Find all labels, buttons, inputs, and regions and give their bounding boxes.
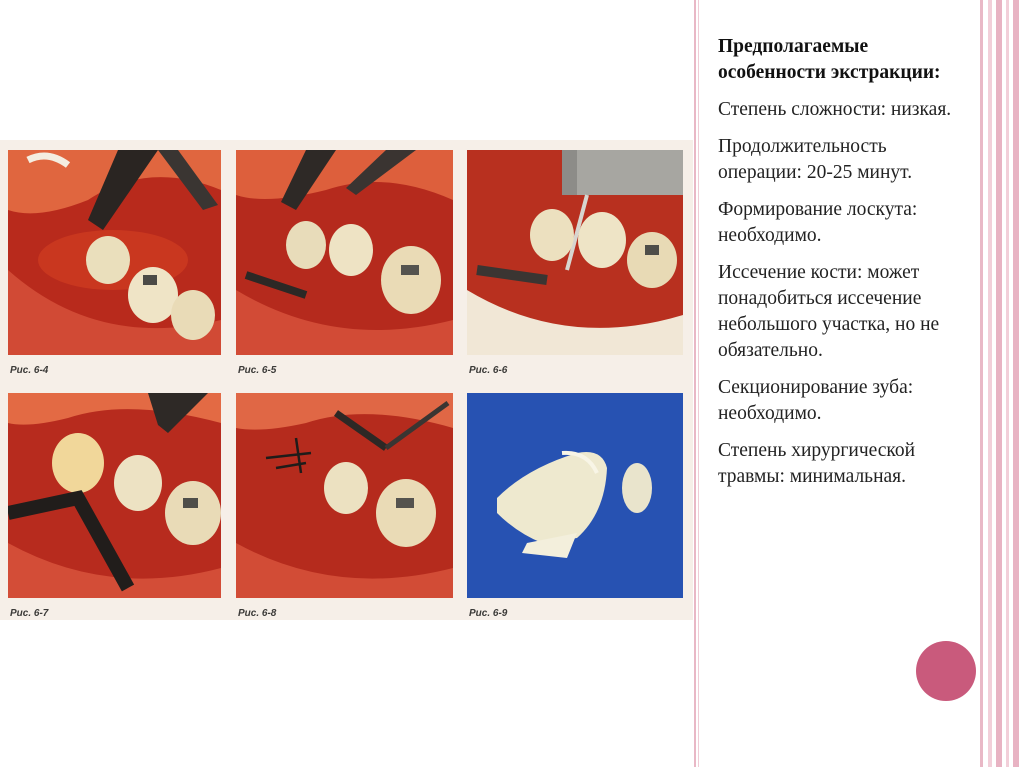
photo-figure (0, 140, 693, 620)
left-divider-line (694, 0, 696, 767)
paragraph-difficulty: Степень сложности: низкая. (718, 99, 952, 120)
right-stripe-2 (988, 0, 992, 767)
accent-circle (916, 641, 976, 701)
paragraph-flap: Формирование лоскута: необходимо. (718, 199, 918, 246)
left-divider-line-thin (698, 0, 699, 767)
photo-6-4 (8, 150, 221, 355)
right-stripe-1 (980, 0, 983, 767)
paragraph-duration: Продолжительность операции: 20-25 минут. (718, 136, 913, 183)
paragraph-sectioning: Секционирование зуба: необходимо. (718, 377, 914, 424)
paragraph-bone-excision: Иссечение кости: может понадобиться иссечение небольшого участка, но не обязательно. (718, 262, 940, 361)
photo-6-5 (236, 150, 453, 355)
right-stripe-4 (1006, 0, 1009, 767)
caption-6-7: Рис. 6-7 (10, 608, 49, 619)
paragraph-trauma: Степень хирургической травмы: минимальная. (718, 440, 916, 487)
photo-6-8 (236, 393, 453, 598)
heading: Предполагаемые особенности экстракции: (718, 36, 941, 83)
caption-6-4: Рис. 6-4 (10, 365, 49, 376)
photo-6-7 (8, 393, 221, 598)
photo-6-6 (467, 150, 683, 355)
right-stripe-5 (1013, 0, 1019, 767)
caption-6-6: Рис. 6-6 (469, 365, 508, 376)
caption-6-5: Рис. 6-5 (238, 365, 277, 376)
text-column (718, 34, 973, 501)
photo-6-9 (467, 393, 683, 598)
right-stripe-3 (996, 0, 1002, 767)
caption-6-9: Рис. 6-9 (469, 608, 508, 619)
caption-6-8: Рис. 6-8 (238, 608, 277, 619)
